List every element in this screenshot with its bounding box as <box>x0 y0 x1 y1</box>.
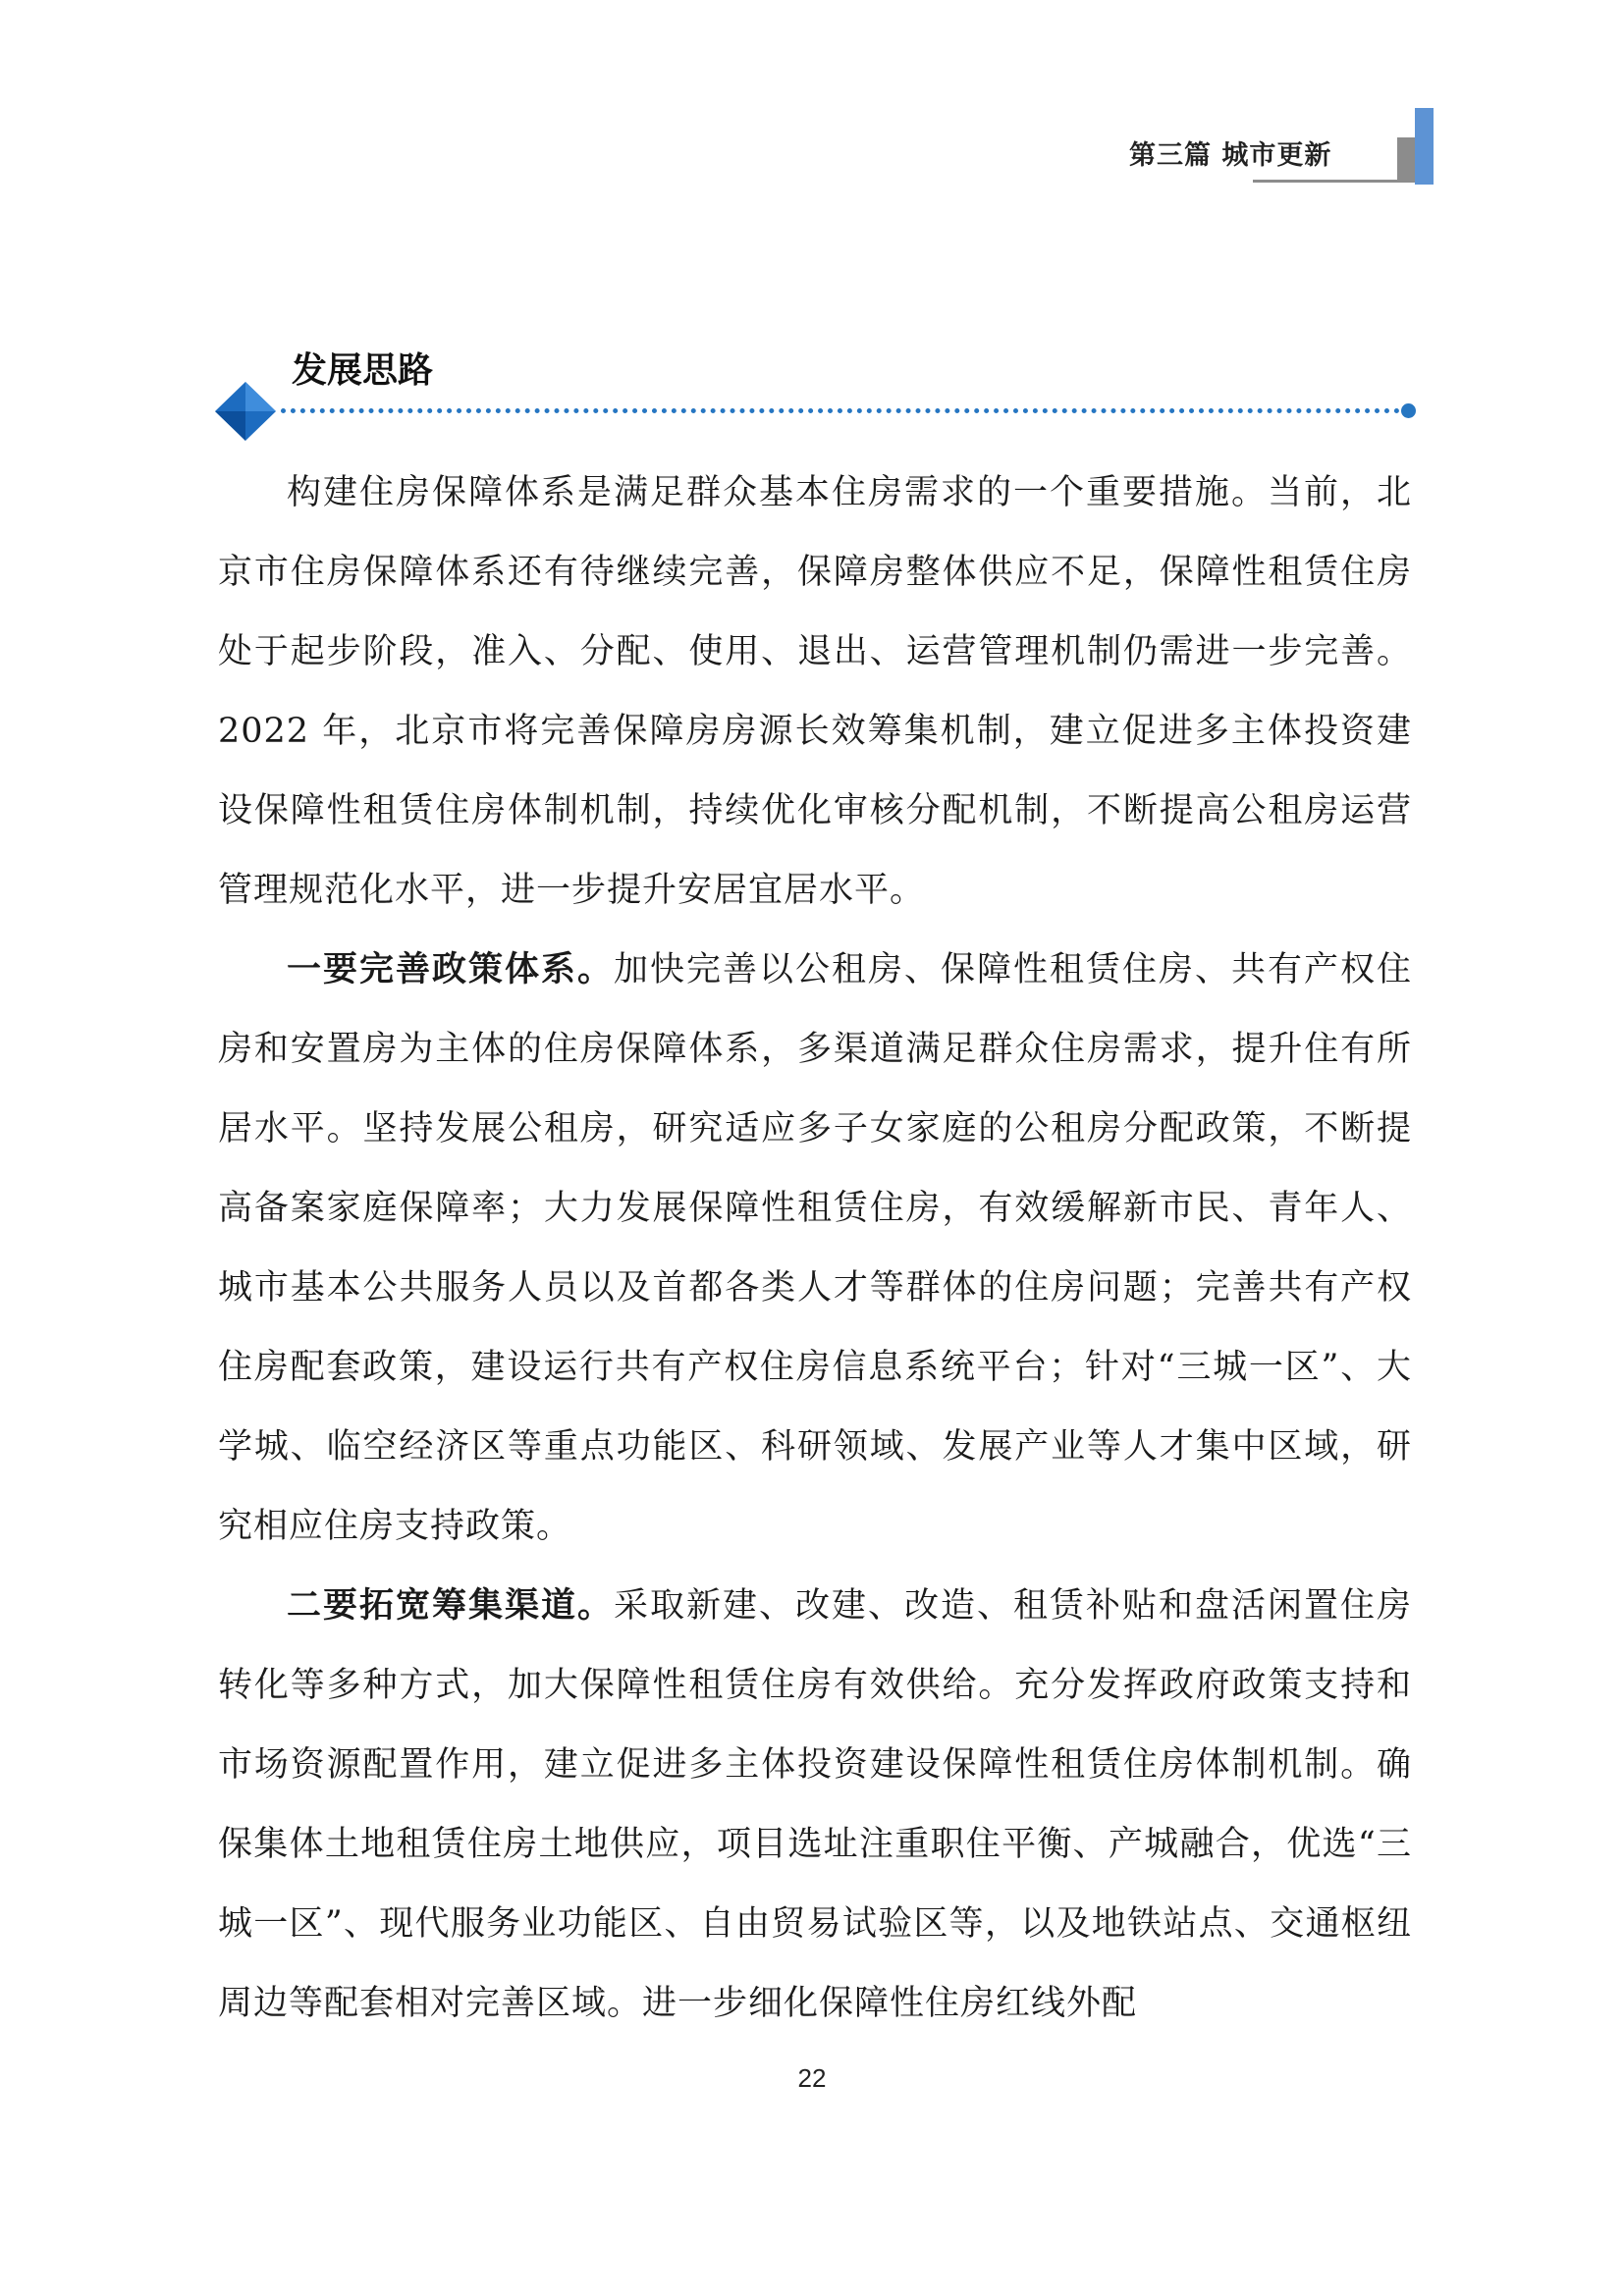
page-number: 22 <box>797 2063 827 2093</box>
paragraph-lead: 一要完善政策体系。 <box>287 950 614 989</box>
paragraph-text: 加快完善以公租房、保障性租赁住房、共有产权住房和安置房为主体的住房保障体系，多渠道满足群众住房需求，提升住有所居水平。坚持发展公租房，研究适应多子女家庭的公租房分配政策，不断提高备案家庭保障率；大力发展保障性租赁住房，有效缓解新市民、青年人、城市基本公共服务人员以及首都各类人才等群体的住房问题；完善共有产权住房配套政策，建设运行共有产权住房信息系统平台；针对“三城一区”、大学城、临空经济区等重点功能区、科研领域、发展产业等人才集中区域，研究相应住房支持政策。 <box>218 950 1412 1546</box>
header-accent-bar-blue <box>1415 108 1434 185</box>
divider-end-dot <box>1401 403 1416 418</box>
paragraph <box>218 931 1412 1567</box>
diamond-icon <box>214 381 277 442</box>
body-text <box>218 454 1412 2044</box>
paragraph-text: 采取新建、改建、改造、租赁补贴和盘活闲置住房转化等多种方式，加大保障性租赁住房有效供给。充分发挥政府政策支持和市场资源配置作用，建立促进多主体投资建设保障性租赁住房体制机制。确保集体土地租赁住房土地供应，项目选址注重职住平衡、产城融合，优选“三城一区”、现代服务业功能区、自由贸易试验区等，以及地铁站点、交通枢纽周边等配套相对完善区域。进一步细化保障性住房红线外配 <box>218 1586 1412 2023</box>
section-title: 发展思路 <box>292 350 434 391</box>
header-accent-bar-gray <box>1397 137 1415 181</box>
chapter-label: 第三篇 城市更新 <box>1129 140 1332 171</box>
paragraph-lead: 二要拓宽筹集渠道。 <box>287 1586 614 1626</box>
paragraph <box>218 1567 1412 2044</box>
paragraph <box>218 454 1412 931</box>
dotted-divider <box>281 408 1410 413</box>
paragraph-text: 构建住房保障体系是满足群众基本住房需求的一个重要措施。当前，北京市住房保障体系还有待继续完善，保障房整体供应不足，保障性租赁住房处于起步阶段，准入、分配、使用、退出、运营管理机制仍需进一步完善。2022 年，北京市将完善保障房房源长效筹集机制，建立促进多主体投资建设保障性租赁住房体制机制，持续优化审核分配机制，不断提高公租房运营管理规范化水平，进一步提升安居宜居水平。 <box>218 473 1412 910</box>
